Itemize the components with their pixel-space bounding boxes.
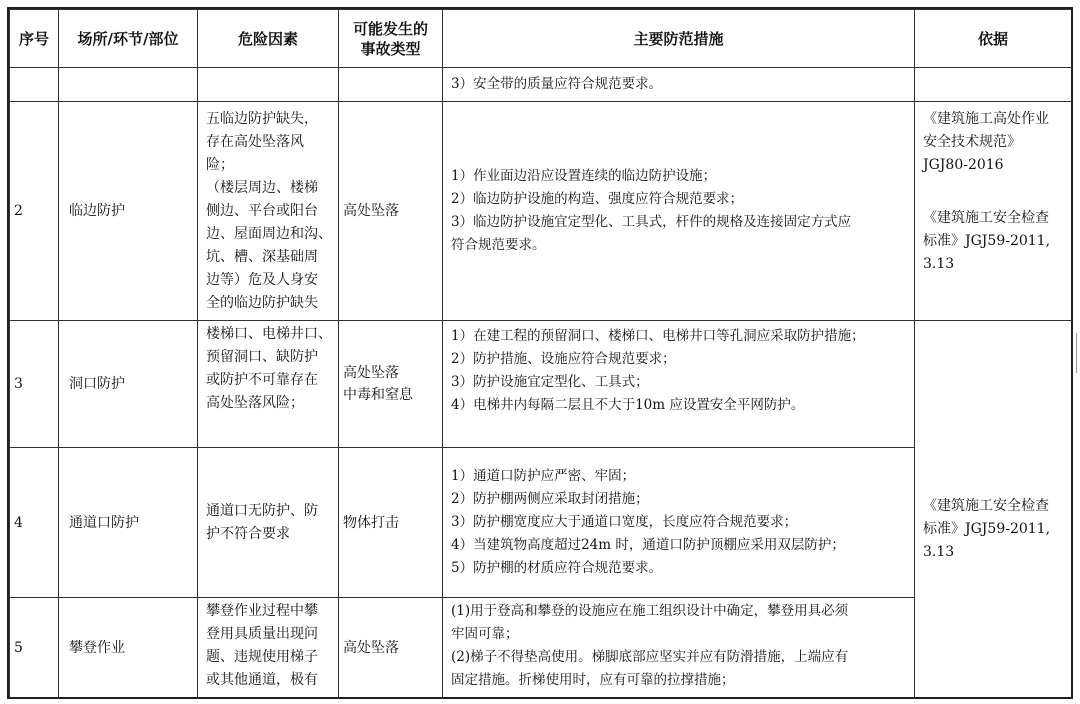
hazard-line: 或防护不可靠存在 [206,372,318,388]
cell-hazard-empty [198,68,339,102]
measure-line: (2)梯子不得垫高使用。梯脚底部应坚实并应有防滑措施，上端应有 [451,649,849,665]
hazard-line: 护不符合要求 [206,525,290,542]
measure-line: 4）电梯井内每隔二层且不大于10m 应设置安全平网防护。 [451,397,805,413]
cell-measures [443,102,915,321]
cell-measures [443,448,915,598]
header-accident-line2: 事故类型 [360,39,421,58]
hazard-line: 通道口无防护、防 [206,502,318,519]
measure-line: 1）作业面边沿应设置连续的临边防护设施； [451,168,717,184]
cell-place-empty [59,68,198,102]
hazard-line: （楼层周边、楼梯 [206,179,318,196]
basis-line: 3.13 [923,543,955,560]
hazard-line: 存在高处坠落风 [206,133,304,150]
measure-line: 4）当建筑物高度超过24m 时，通道口防护顶棚应采用双层防护； [451,537,845,553]
measure-line: 2）防护棚两侧应采取封闭措施； [451,491,649,507]
accident-line: 中毒和窒息 [343,387,413,403]
cell-hazard [198,321,339,448]
measure-line: 3）防护棚宽度应大于通道口宽度，长度应符合规范要求； [451,514,798,530]
cell-seq: 3 [10,321,59,448]
cell-measures [443,321,915,448]
basis-line: 《建筑施工安全检查 [923,497,1049,514]
hazard-line: 边、屋面周边和沟、 [206,225,332,242]
measure-line: 符合规范要求。 [451,237,546,253]
measure-line: 1）通道口防护应严密、牢固； [451,468,636,484]
basis-line: 标准》JGJ59-2011, [923,520,1051,537]
measure-line: 3）防护设施宜定型化、工具式； [451,374,649,390]
table-row [10,448,1072,598]
measure-line: 固定措施。折梯使用时，应有可靠的拉撑措施； [451,672,735,688]
hazard-line: 登用具质量出现问 [206,626,318,642]
cell-seq: 2 [10,102,59,321]
cell-accident-empty [339,68,443,102]
hazard-line: 题、违规使用梯子 [206,649,318,665]
hazard-line: 五临边防护缺失， [206,110,318,127]
cell-hazard [198,598,339,698]
cell-basis-empty [915,68,1072,102]
basis-line: 标准》JGJ59-2011, [923,233,1051,249]
hazard-line: 攀登作业过程中攀 [206,603,318,619]
hazard-line: 险； [206,156,234,173]
hazard-line: 坑、槽、深基础周 [206,248,318,265]
hazard-line: 楼梯口、电梯井口、 [206,326,332,342]
cell-seq: 5 [10,598,59,698]
accident-line: 物体打击 [343,514,399,531]
accident-line: 高处坠落 [343,203,399,219]
cell-accident [339,598,443,698]
cell-seq: 4 [10,448,59,598]
table-row [10,321,1072,448]
header-measures: 主要防范措施 [443,10,915,68]
hazard-line: 全的临边防护缺失 [206,294,318,311]
hazard-line: 或其他通道，极有 [206,672,318,688]
cell-basis [915,102,1072,321]
header-seq: 序号 [10,10,59,68]
measure-line: 3）安全带的质量应符合规范要求。 [451,76,663,92]
accident-line: 高处坠落 [343,365,399,381]
cell-hazard [198,102,339,321]
header-basis: 依据 [915,10,1072,68]
hazard-line: 高处坠落风险； [206,395,304,411]
table-row [10,598,1072,698]
hazard-line: 侧边、平台或阳台 [206,202,318,219]
hazard-line: 预留洞口、缺防护 [206,349,318,365]
basis-spacer [923,177,1067,207]
cell-place: 攀登作业 [59,598,198,698]
cell-measures [443,598,915,698]
accident-line: 高处坠落 [343,639,399,656]
header-place: 场所/环节/部位 [59,10,198,68]
cell-measures-continuation [443,68,915,102]
table-row [10,102,1072,321]
hazard-line: 边等）危及人身安 [206,271,318,288]
cell-place: 临边防护 [59,102,198,321]
cell-place: 通道口防护 [59,448,198,598]
measure-line: 1）在建工程的预留洞口、楼梯口、电梯井口等孔洞应采取防护措施； [451,328,865,344]
cell-accident [339,102,443,321]
basis-line: 安全技术规范》 [923,134,1021,150]
cell-seq-empty [10,68,59,102]
cell-accident [339,448,443,598]
measure-line: 3）临边防护设施宜定型化、工具式，杆件的规格及连接固定方式应 [451,214,852,230]
basis-line: 《建筑施工安全检查 [923,210,1049,226]
header-row [10,10,1072,68]
cell-accident [339,321,443,448]
basis-line: JGJ80-2016 [923,157,1004,173]
measure-line: (1)用于登高和攀登的设施应在施工组织设计中确定，攀登用具必须 [451,603,849,619]
measure-line: 2）防护措施、设施应符合规范要求； [451,351,676,367]
cell-basis [915,321,1072,698]
safety-table-sheet [7,7,1073,699]
page-edge-mark [1076,333,1080,373]
basis-line: 《建筑施工高处作业 [923,111,1049,127]
basis-line: 3.13 [923,256,955,272]
measure-line: 牢固可靠； [451,626,519,642]
header-hazard: 危险因素 [198,10,339,68]
header-accident [339,10,443,68]
measure-line: 5）防护棚的材质应符合规范要求。 [451,560,663,576]
cell-hazard [198,448,339,598]
header-accident-line1: 可能发生的 [352,19,428,38]
cell-place: 洞口防护 [59,321,198,448]
table-row-continuation [10,68,1072,102]
hazard-table [9,9,1072,698]
measure-line: 2）临边防护设施的构造、强度应符合规范要求； [451,191,744,207]
